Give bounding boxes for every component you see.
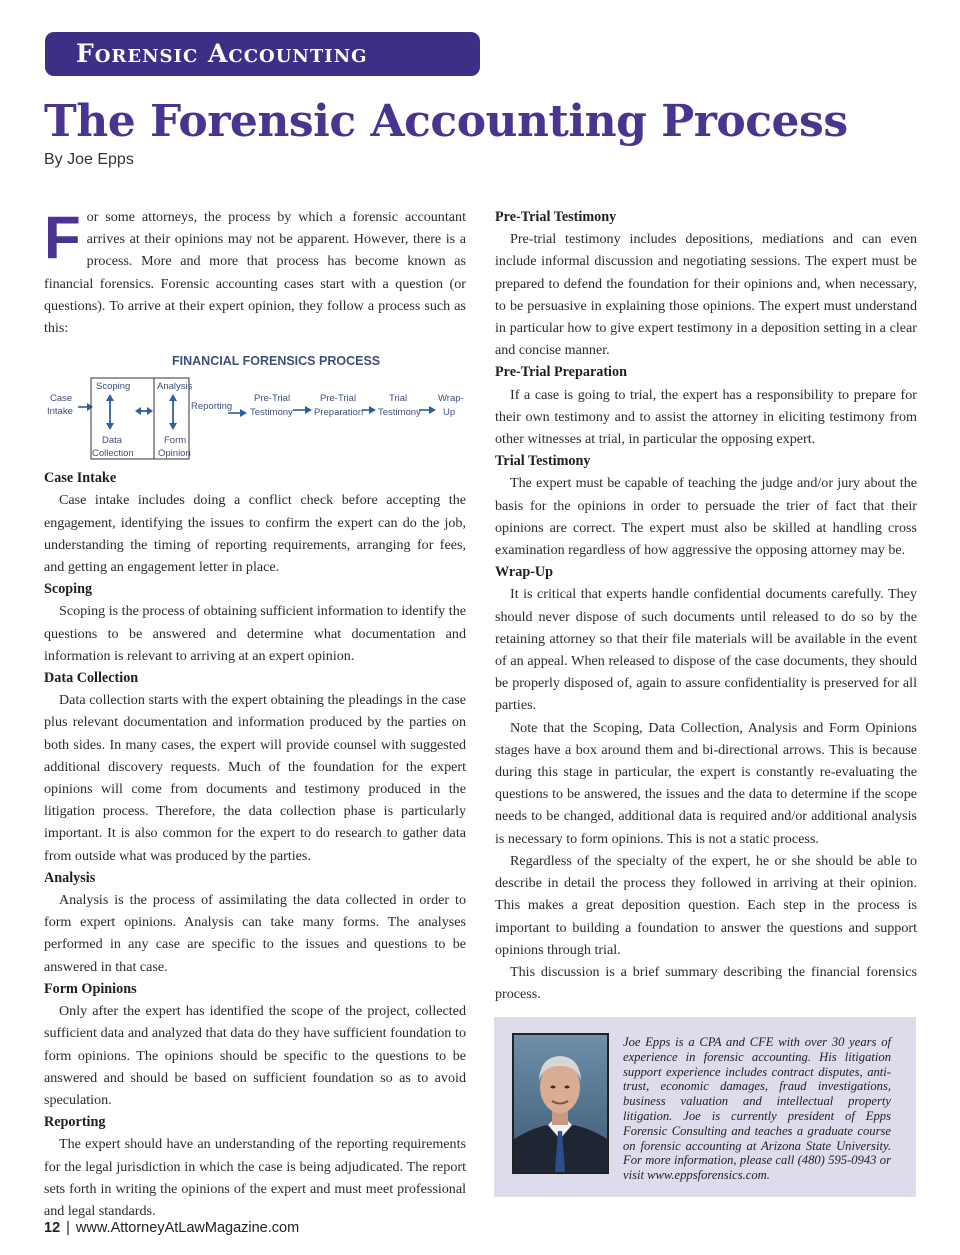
diagram-analysis: Analysis: [157, 381, 193, 393]
closing-paragraph: This discussion is a brief summary describing the financial forensics process.: [495, 963, 917, 1003]
diagram-form-opinion-2: Opinion: [158, 448, 191, 460]
section-heading: Case Intake: [44, 470, 117, 487]
diagram-pretrial-testimony-1: Pre-Trial: [254, 393, 291, 405]
article-title: The Forensic Accounting Process: [44, 96, 848, 147]
author-photo: [512, 1033, 609, 1174]
diagram-title: FINANCIAL FORENSICS PROCESS: [172, 354, 381, 369]
diagram-arrow-4: [362, 406, 376, 414]
section-body: Case intake includes doing a conflict check before accepting the engagement, identifying the issues to confirm the expert can do the job, understanding the timing of reporting requirements, arranging for fees, and getting an engagement letter in place.: [44, 492, 466, 576]
process-diagram: [44, 343, 466, 465]
diagram-trial-testimony-1: Trial: [389, 393, 408, 405]
section-banner: [45, 32, 480, 76]
diagram-case-intake-1: Case: [50, 393, 73, 405]
section-body: Analysis is the process of assimilating the data collected in order to form expert opinions. Analysis can take many forms. The analyses performed in any case are specific to the issues and questions to be answered in that case.: [44, 892, 466, 975]
diagram-trial-testimony-2: Testimony: [378, 407, 421, 419]
section-body: Only after the expert has identified the scope of the project, collected sufficient data and analyzed that data do they have sufficient foundation to form opinions. The opinions should be specific to the questions to be answered and should be based on sufficient foundation so as to avoid speculation.: [44, 1003, 466, 1108]
author-portrait-image: [514, 1035, 607, 1172]
diagram-form-opinion-1: Form: [164, 435, 187, 447]
page-number: 12: [44, 1220, 61, 1236]
section-heading: Trial Testimony: [495, 453, 591, 470]
section-heading: Pre-Trial Testimony: [495, 209, 617, 225]
right-column: [495, 206, 917, 1005]
closing-paragraph: Note that the Scoping, Data Collection, Analysis and Form Opinions stages have a box around them and bi-directional arrows. This is because during this stage in particular, the expert is constantly re-evaluating the questions to be answered, the issues and the data to determine if the scope needs to be changed, additional data is required and/or additional analysis is necessary to form opinions. This is not a static process.: [495, 719, 917, 847]
diagram-pretrial-preparation-1: Pre-Trial: [320, 393, 357, 405]
section-heading: Pre-Trial Preparation: [495, 364, 627, 381]
diagram-reporting: Reporting: [191, 401, 233, 413]
section-heading: Reporting: [44, 1114, 106, 1131]
diagram-pretrial-preparation-2: Preparation: [314, 407, 364, 419]
section-banner-label: Forensic Accounting: [76, 39, 368, 68]
footer-site-link[interactable]: www.AttorneyAtLawMagazine.com: [75, 1220, 300, 1236]
diagram-case-intake-2: Intake: [47, 406, 73, 418]
diagram-scoping: Scoping: [96, 381, 131, 393]
closing-paragraph: Regardless of the specialty of the expert, he or she should be able to describe in detail the process they followed in arriving at their opinion. This makes a great deposition question. Each step in the process is important to building a foundation to answer the questions and support opinions through trial.: [495, 852, 917, 958]
section-body: The expert must be capable of teaching the judge and/or jury about the basis for the opinions in order to persuade the trier of fact that their opinions are correct. The expert must also be skilled at handling cross examination regardless of how aggressive the opposing attorney may be.: [495, 475, 917, 559]
footer-separator: |: [66, 1220, 70, 1236]
diagram-data-collection-1: Data: [102, 435, 123, 447]
section-heading: Scoping: [44, 581, 93, 598]
drop-cap: F: [44, 204, 81, 271]
diagram-biarrow-middle: [135, 407, 153, 415]
diagram-arrow-3: [293, 406, 312, 414]
section-heading: Analysis: [44, 869, 96, 886]
diagram-arrow-5: [419, 406, 436, 414]
diagram-wrap-up-2: Up: [443, 407, 456, 419]
section-heading: Form Opinions: [44, 980, 137, 997]
diagram-pretrial-testimony-2: Testimony: [250, 407, 293, 419]
intro-paragraph: For some attorneys, the process by which a forensic accountant arrives at their opinions may not be apparent. However, there is a process. More and more that process has become known as financial forensics. Forensic accounting cases start with a question (or questions). To arrive at their expert opinion, they follow a process such as this:: [44, 204, 466, 337]
diagram-data-collection-2: Collection: [92, 448, 134, 460]
diagram-biarrow-right: [169, 394, 177, 430]
author-bio-box: [494, 1017, 916, 1197]
diagram-biarrow-left: [106, 394, 114, 430]
section-body: The expert should have an understanding of the reporting requirements for the legal jurisdiction in which the case is being adjudicated. The report sets forth in writing the opinions of the expert and must meet professional and legal standards.: [44, 1136, 466, 1219]
section-heading: Data Collection: [44, 670, 139, 687]
author-bio-text: Joe Epps is a CPA and CFE with over 30 years of experience in forensic accounting. His litigation support experience includes contract disputes, anti-trust, economic damages, fraud investigations, business valuation and intellectual property litigation. Joe is currently president of Epps Forensic Consulting and teaches a graduate course on forensic accounting at Arizona State University. For more information, please call (480) 595-0943 or visit www.eppsforensics.com.: [623, 1035, 891, 1183]
article-byline: By Joe Epps: [44, 151, 134, 168]
section-body: If a case is going to trial, the expert has a responsibility to prepare for their own testimony and to assist the attorney in eliciting testimony from other witnesses at trial, in particular the opposing expert.: [495, 386, 917, 448]
left-column: [44, 206, 466, 1222]
section-body: Pre-trial testimony includes depositions, mediations and can even include informal discussion and negotiating sessions. The expert must be prepared to defend the foundation for their opinions and, when necessary, to be persuasive in explaining those opinions. The expert must understand in particular how to give expert testimony in a deposition setting in a clear and concise manner.: [495, 231, 917, 359]
page-footer: [44, 1220, 299, 1236]
section-heading: Wrap-Up: [495, 564, 554, 581]
section-body: Data collection starts with the expert obtaining the pleadings in the case plus relevant documentation and information produced by the parties on both sides. In many cases, the expert will provide counsel with suggested additional discovery requests. Much of the foundation for the expert opinions will come from documents and testimony produced in the litigation process. Therefore, the data collection phase is particularly important. It is also common for the expert to do research to gather data from outside what was produced by the parties.: [44, 692, 466, 864]
process-diagram-svg: [44, 343, 466, 465]
section-body: It is critical that experts handle confidential documents carefully. They should never dispose of such documents until released to do so by the retaining attorney so that their file materials will be available in the event of an appeal. When released to dispose of the case documents, they should be properly disposed of, again to assure confidentiality is preserved for all parties.: [495, 586, 917, 714]
diagram-wrap-up-1: Wrap-: [438, 393, 464, 405]
left-sections: [44, 467, 466, 1222]
section-body: Scoping is the process of obtaining sufficient information to identify the questions to be answered and determine what documentation and information is relevant to arriving at an expert opinion.: [44, 603, 466, 664]
